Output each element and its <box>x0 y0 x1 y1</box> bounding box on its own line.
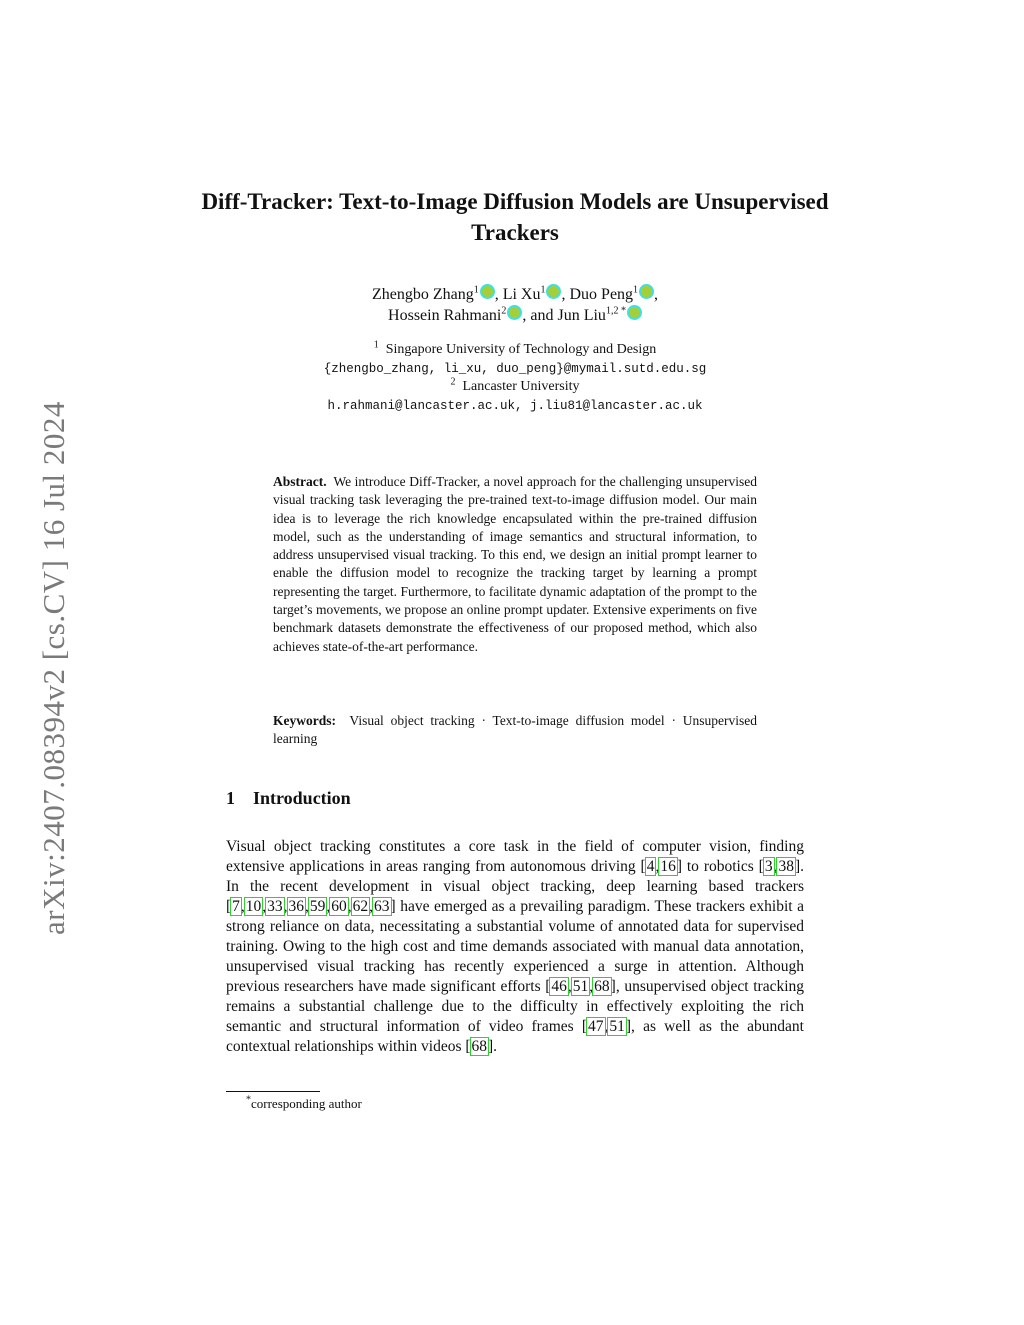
keywords-label: Keywords: <box>273 713 336 728</box>
citation-link[interactable]: 33 <box>267 898 283 915</box>
affiliation-name: Singapore University of Technology and Design <box>385 342 657 357</box>
footnote-text: corresponding author <box>251 1096 362 1111</box>
keywords <box>273 712 757 749</box>
author-name: Jun Liu <box>557 307 606 324</box>
affiliation-email[interactable]: {zhengbo_zhang, li_xu, duo_peng}@mymail.sutd.edu.sg <box>323 361 707 376</box>
body-text-run: ], as well as the abundant contextual relationships within videos [ <box>226 1018 804 1055</box>
author-name: Duo Peng <box>569 286 634 303</box>
orcid-icon[interactable] <box>627 305 642 320</box>
affiliation-email[interactable]: h.rahmani@lancaster.ac.uk, j.liu81@lancaster.ac.uk <box>327 398 703 413</box>
author-affil-mark: 1 <box>633 284 639 296</box>
citation-link[interactable]: 68 <box>471 1038 488 1055</box>
citation-link[interactable]: 51 <box>572 978 589 995</box>
body-text-run: ]. In the recent development in visual object tracking, deep learning based trackers [ <box>226 858 804 915</box>
author-name: Zhengbo Zhang <box>371 286 474 303</box>
citation-link[interactable]: 38 <box>778 858 794 875</box>
orcid-icon[interactable] <box>546 284 561 299</box>
orcid-icon[interactable] <box>480 284 495 299</box>
introduction-paragraph: Visual object tracking constitutes a core task in the field of computer vision, finding extensive applications in areas ranging from autonomous driving [4,16] to robotics [3,38]. In the recent development in visual object tracking, deep learning based trackers [7,10,33,36,59,60,62,63] have emerged as a prevailing paradigm. These trackers exhibit a strong reliance on data, necessitating a substantial volume of annotated data for supervised training. Owing to the high cost and time demands associated with manual data annotation, unsupervised visual tracking has recently experienced a surge in attention. Although previous researchers have made significant efforts [46,51,68], unsupervised object tracking remains a substantial challenge due to the difficulty in effectively exploiting the rich semantic and structural information of video frames [47,51], as well as the abundant contextual relationships within videos [68]. <box>226 838 805 1055</box>
affiliation-name: Lancaster University <box>462 379 580 394</box>
orcid-icon[interactable] <box>639 284 654 299</box>
citation-link[interactable]: 59 <box>309 898 326 915</box>
body-text-run: Visual object tracking constitutes a core task in the field of computer vision, finding extensive applications in areas ranging from autonomous driving [ <box>226 838 804 875</box>
citation-link[interactable]: 10 <box>245 898 262 915</box>
footnote <box>246 1096 362 1112</box>
citation-link[interactable]: 16 <box>660 858 676 875</box>
arxiv-identifier: arXiv:2407.08394v2 [cs.CV] 16 Jul 2024 <box>36 401 71 935</box>
citation-link[interactable]: 63 <box>374 898 390 915</box>
citation-link[interactable]: 4 <box>646 858 655 875</box>
author-affil-mark: 1,2 * <box>605 305 626 317</box>
body-text-run: ]. <box>488 1038 498 1055</box>
paper-title: Diff-Tracker: Text-to-Image Diffusion Models are Unsupervised Trackers <box>201 189 829 245</box>
orcid-icon[interactable] <box>507 305 522 320</box>
section-title: Introduction <box>253 788 351 808</box>
author-affil-mark: 1 <box>473 284 479 296</box>
citation-link[interactable]: 36 <box>288 898 305 915</box>
body-text-run: ], unsupervised object tracking remains a substantial challenge due to the difficulty in effectively exploiting the rich semantic and structural information of video frames [ <box>226 978 805 1035</box>
affiliation-line <box>200 341 830 360</box>
abstract-label: Abstract. <box>273 474 327 489</box>
affiliation-line <box>200 378 830 397</box>
body-text-run: ] to robotics [ <box>676 858 764 875</box>
body-text-run: ] have emerged as a prevailing paradigm. These trackers exhibit a strong reliance on data, necessitating a substantial volume of annotated data for supervised training. Owing to the high cost and time demands associated with manual data annotation, unsupervised visual tracking has recently experienced a surge in attention. Although previous researchers have made significant efforts [ <box>226 898 804 995</box>
affiliation-mark: 2 <box>450 376 456 388</box>
footnote-rule <box>226 1091 320 1092</box>
keywords-text: Visual object tracking · Text-to-image diffusion model · Unsupervised learning <box>273 713 757 747</box>
citation-link[interactable]: 51 <box>609 1018 625 1035</box>
author-name: Li Xu <box>502 286 541 303</box>
citation-link[interactable]: 3 <box>764 858 773 875</box>
author-name: Hossein Rahmani <box>388 307 502 324</box>
section-number: 1 <box>226 788 235 808</box>
section-heading <box>226 788 351 809</box>
author-affil-mark: 2 <box>501 305 507 317</box>
author-list: Zhengbo Zhang$^1$ , Li Xu$^1$ , Duo Peng$^1$ , Hossein Rahmani$^2$ , and Jun Liu$^{1,2 *}$ <box>371 284 659 324</box>
citation-link[interactable]: 47 <box>588 1018 604 1035</box>
author-affil-mark: 1 <box>540 284 546 296</box>
abstract-text: We introduce Diff-Tracker, a novel approach for the challenging unsupervised visual tracking task leveraging the pre-trained text-to-image diffusion model. Our main idea is to leverage the rich knowledge encapsulated within the pre-trained diffusion model, such as the understanding of image semantics and structural information, to address unsupervised visual tracking. To this end, we design an initial prompt learner to enable the diffusion model to recognize the tracking target by learning a prompt representing the target. Furthermore, to facilitate dynamic adaptation of the prompt to the target’s movements, we propose an online prompt updater. Extensive experiments on five benchmark datasets demonstrate the effectiveness of our proposed method, which also achieves state-of-the-art performance. <box>273 474 757 654</box>
citation-link[interactable]: 46 <box>551 978 567 995</box>
affiliation-mark: 1 <box>373 339 379 351</box>
footnote-mark: * <box>246 1094 251 1106</box>
citation-link[interactable]: 60 <box>331 898 347 915</box>
citation-link[interactable]: 7 <box>232 898 240 915</box>
abstract <box>273 473 757 656</box>
citation-link[interactable]: 68 <box>594 978 610 995</box>
citation-link[interactable]: 62 <box>352 898 369 915</box>
affiliations <box>200 341 830 415</box>
